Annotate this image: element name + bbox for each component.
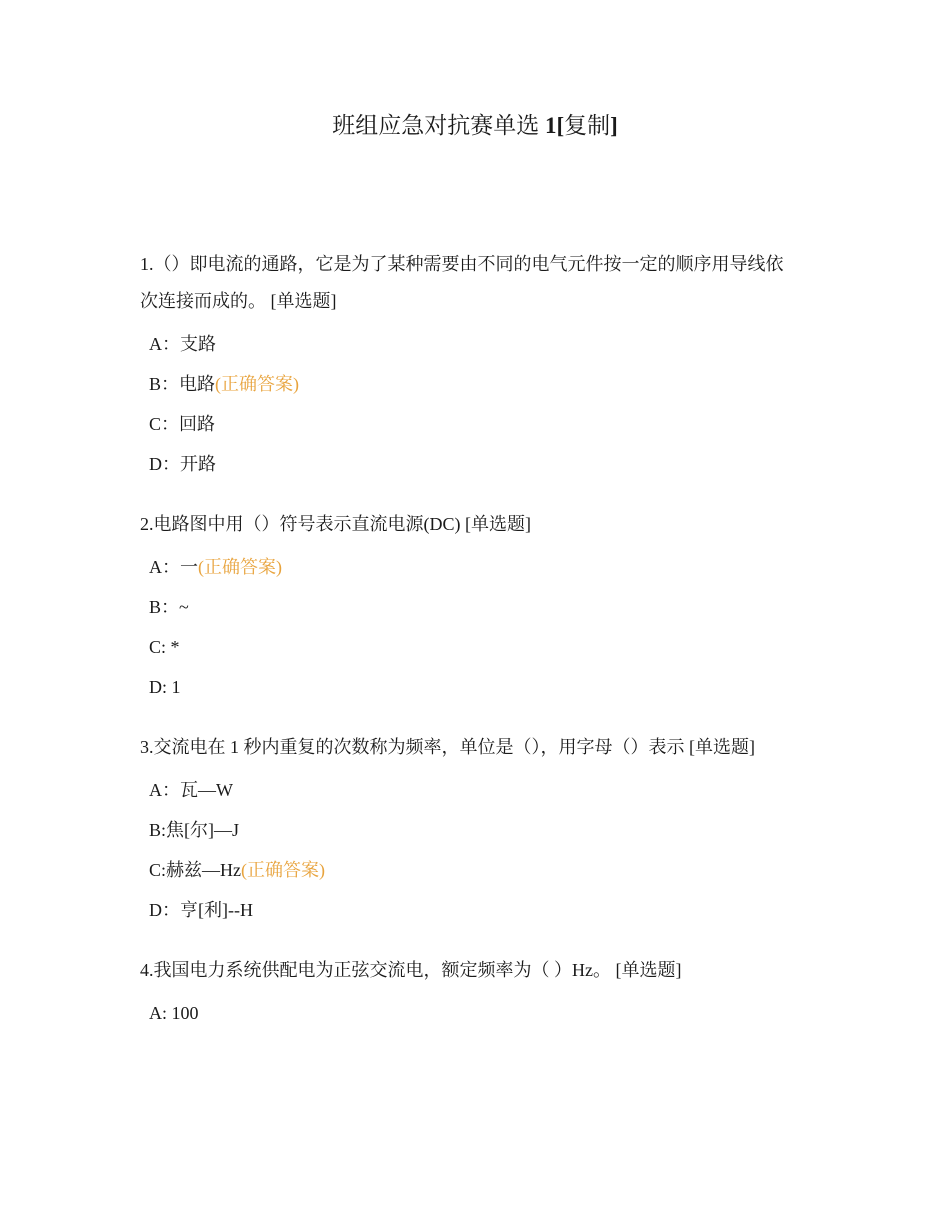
- question-3: [140, 729, 820, 930]
- option-text: C:赫兹—Hz: [149, 860, 241, 880]
- option-d: [140, 444, 820, 484]
- page-title: [0, 110, 950, 142]
- question-stem: [140, 506, 820, 543]
- option-text: B:焦[尔]—J: [149, 820, 239, 840]
- option-c: [140, 404, 820, 444]
- title-text: 班组应急对抗赛单选: [332, 113, 545, 138]
- option-text: A：一: [149, 557, 198, 577]
- option-text: B：电路: [149, 374, 216, 394]
- option-d: [140, 667, 820, 707]
- option-text: D: 1: [149, 677, 181, 697]
- option-b: [140, 364, 820, 404]
- question-stem-line: 1.（）即电流的通路，它是为了某种需要由不同的电气元件按一定的顺序用导线依: [140, 254, 784, 274]
- option-a: [140, 547, 820, 587]
- option-text: A：支路: [149, 334, 216, 354]
- option-text: B：~: [149, 597, 189, 617]
- option-text: A：瓦—W: [149, 780, 233, 800]
- option-c: [140, 627, 820, 667]
- question-4: [140, 952, 820, 1033]
- option-d: [140, 890, 820, 930]
- question-stem: [140, 952, 820, 989]
- option-c: [140, 850, 820, 890]
- option-a: [140, 993, 820, 1033]
- option-b: [140, 587, 820, 627]
- question-2: [140, 506, 820, 707]
- option-a: [140, 324, 820, 364]
- question-stem-line: 3.交流电在 1 秒内重复的次数称为频率，单位是（），用字母（）表示 [单选题]: [140, 737, 755, 757]
- correct-answer-marker: (正确答案): [198, 557, 282, 577]
- question-stem: [140, 729, 820, 766]
- title-number: 1[: [544, 113, 565, 138]
- question-list: [140, 246, 820, 1033]
- question-stem: [140, 246, 820, 320]
- question-stem-line: 2.电路图中用（）符号表示直流电源(DC) [单选题]: [140, 514, 531, 534]
- question-spacer: [140, 484, 820, 506]
- question-1: [140, 246, 820, 484]
- question-stem-line: 4.我国电力系统供配电为正弦交流电，额定频率为（ ）Hz。 [单选题]: [140, 960, 682, 980]
- question-stem-line: 次连接而成的。 [单选题]: [140, 291, 337, 311]
- option-text: D：开路: [149, 454, 216, 474]
- option-text: D：亨[利]--H: [149, 900, 253, 920]
- option-text: C：回路: [149, 414, 216, 434]
- correct-answer-marker: (正确答案): [215, 374, 300, 394]
- correct-answer-marker: (正确答案): [241, 860, 325, 880]
- title-copy: 复制: [564, 113, 611, 138]
- title-end: ]: [610, 113, 618, 138]
- option-b: [140, 810, 820, 850]
- option-text: C: *: [149, 637, 180, 657]
- question-spacer: [140, 930, 820, 952]
- option-text: A: 100: [149, 1003, 199, 1023]
- question-spacer: [140, 707, 820, 729]
- option-a: [140, 770, 820, 810]
